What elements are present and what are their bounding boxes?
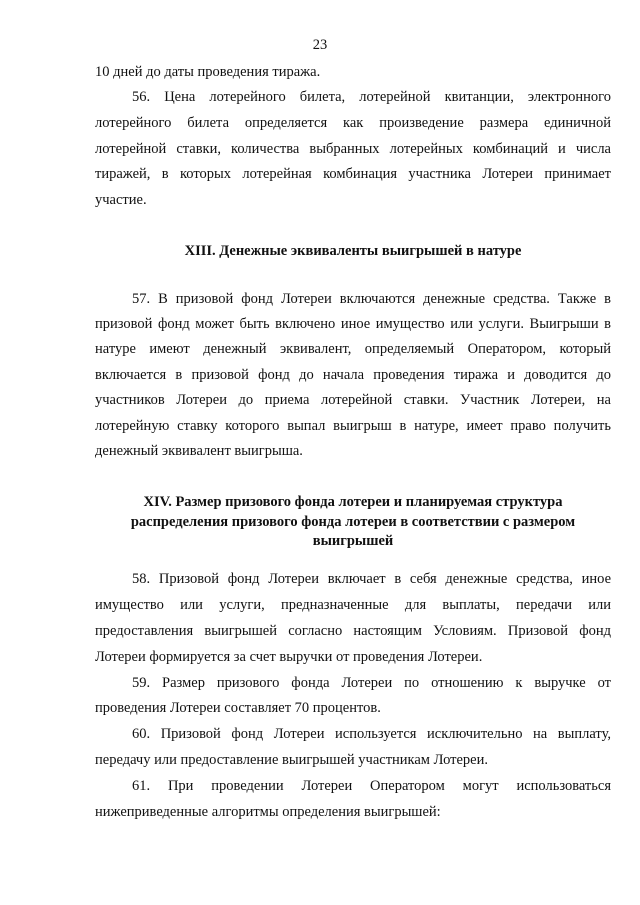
- text-line: имущество или услуги, предназначенные для выплаты, передачи или: [95, 597, 611, 613]
- text-line: натуре имеют денежный эквивалент, определяемый Оператором, который: [95, 341, 611, 357]
- text-line: 60. Призовой фонд Лотереи используется исключительно на выплату,: [132, 726, 611, 742]
- text-line: Лотереи формируется за счет выручки от проведения Лотереи.: [95, 649, 483, 665]
- text-line: передачу или предоставление выигрышей участникам Лотереи.: [95, 752, 488, 768]
- section-heading: выигрышей: [312, 533, 394, 549]
- text-line: 10 дней до даты проведения тиража.: [95, 64, 321, 80]
- text-line: тиражей, в которых лотерейная комбинация участника Лотереи принимает: [95, 166, 611, 182]
- text-line: 57. В призовой фонд Лотереи включаются денежные средства. Также в: [132, 291, 611, 307]
- text-line: проведения Лотереи составляет 70 процентов.: [95, 700, 381, 716]
- page-number: 23: [312, 37, 328, 53]
- section-heading: XIV. Размер призового фонда лотереи и планируемая структура: [143, 494, 563, 510]
- section-heading: распределения призового фонда лотереи в соответствии с размером: [130, 514, 576, 530]
- text-line: 56. Цена лотерейного билета, лотерейной квитанции, электронного: [132, 89, 611, 105]
- text-line: 61. При проведении Лотереи Оператором могут использоваться: [132, 778, 611, 794]
- text-line: участников Лотереи до приема лотерейной ставки. Участник Лотереи, на: [95, 392, 611, 408]
- text-line: 59. Размер призового фонда Лотереи по отношению к выручке от: [132, 675, 611, 691]
- text-line: лотерейную ставку которого выпал выигрыш в натуре, имеет право получить: [95, 418, 611, 434]
- text-line: включается в призовой фонд до начала проведения тиража и доводится до: [95, 367, 611, 383]
- text-line: лотерейного билета определяется как произведение размера единичной: [95, 115, 611, 131]
- text-line: лотерейной ставки, количества выбранных лотерейных комбинаций и числа: [95, 141, 611, 157]
- text-line: денежный эквивалент выигрыша.: [95, 443, 303, 459]
- text-line: предоставления выигрышей согласно настоящим Условиям. Призовой фонд: [95, 623, 611, 639]
- section-heading: XIII. Денежные эквиваленты выигрышей в натуре: [184, 243, 522, 259]
- text-line: призовой фонд может быть включено иное имущество или услуги. Выигрыши в: [95, 316, 611, 332]
- text-line: 58. Призовой фонд Лотереи включает в себя денежные средства, иное: [132, 571, 611, 587]
- text-line: участие.: [95, 192, 147, 208]
- text-line: нижеприведенные алгоритмы определения выигрышей:: [95, 804, 441, 820]
